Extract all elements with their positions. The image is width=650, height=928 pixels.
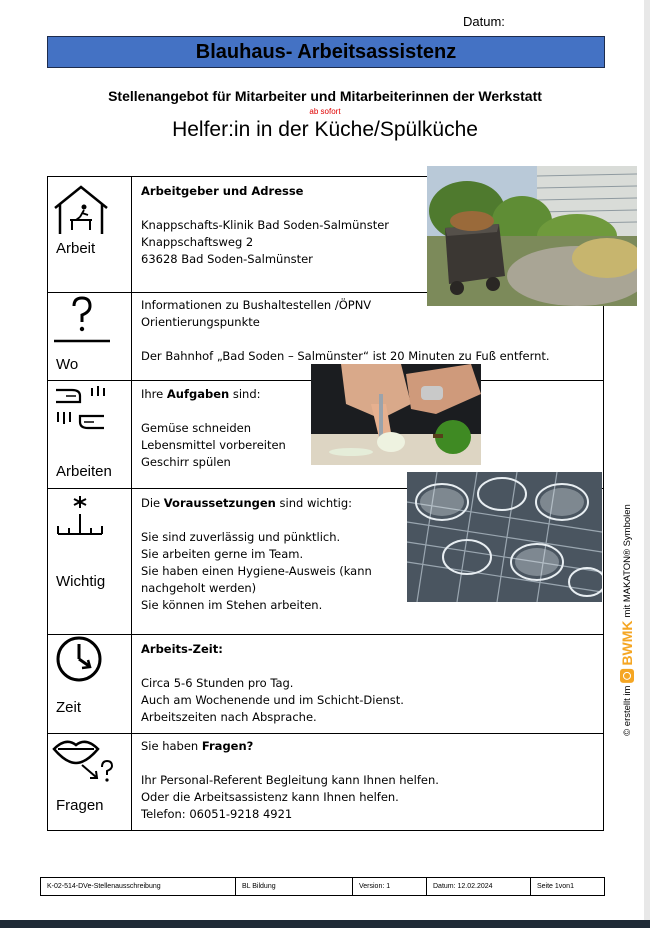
heading-prefix: Sie haben — [141, 739, 202, 753]
row-line: Arbeitszeiten nach Absprache. — [141, 710, 317, 724]
row-label-wo: Wo — [56, 356, 79, 373]
row-line: Der Bahnhof „Bad Soden – Salmünster“ ist 20 Minuten zu Fuß entfernt. — [141, 349, 550, 363]
heading-prefix: Die — [141, 496, 164, 510]
banner-title: Blauhaus- Arbeitsassistenz — [47, 36, 605, 68]
bwmk-logo-icon — [620, 669, 634, 683]
row-content-wichtig — [141, 495, 391, 614]
row-heading — [141, 495, 391, 512]
hands-work-icon — [52, 384, 108, 434]
row-heading — [141, 738, 581, 755]
credit-suffix: mit MAKATON® Symbolen — [621, 504, 633, 618]
row-label-fragen: Fragen — [56, 797, 104, 814]
row-content-arbeit — [141, 183, 431, 268]
row-label-zeit: Zeit — [56, 699, 82, 716]
job-title: Helfer:in in der Küche/Spülküche — [172, 118, 478, 141]
heading-suffix: sind: — [229, 387, 261, 401]
cutting-vegetables-photo — [311, 364, 481, 465]
row-line: Circa 5-6 Stunden pro Tag. — [141, 676, 294, 690]
row-line: Sie arbeiten gerne im Team. — [141, 547, 304, 561]
credit-prefix: © erstellt im — [621, 685, 633, 736]
row-line: Oder die Arbeitsassistenz kann Ihnen helfen. — [141, 790, 399, 804]
row-line: Informationen zu Bushaltestellen /ÖPNV — [141, 298, 372, 312]
row-line: Sie haben einen Hygiene-Ausweis (kann nachgeholt werden) — [141, 564, 372, 595]
row-label-arbeiten: Arbeiten — [56, 463, 112, 480]
row-line: Gemüse schneiden — [141, 421, 252, 435]
row-line: Lebensmittel vorbereiten — [141, 438, 286, 452]
side-credit — [612, 480, 642, 760]
heading-bold: Voraussetzungen — [163, 496, 276, 510]
footer-doc-id: K-02-514-DVe-Stellenausschreibung — [41, 878, 236, 895]
row-line: Auch am Wochenende und im Schicht-Dienst. — [141, 693, 404, 707]
footer-table — [40, 877, 605, 896]
footer-date: Datum: 12.02.2024 — [427, 878, 531, 895]
row-heading: Arbeitgeber und Adresse — [141, 184, 304, 198]
mouth-question-icon — [52, 737, 116, 785]
heading-suffix: sind wichtig: — [275, 496, 353, 510]
row-line: Sie können im Stehen arbeiten. — [141, 598, 323, 612]
heading-bold: Aufgaben — [166, 387, 230, 401]
heading-bold: Fragen? — [201, 739, 254, 753]
question-icon — [52, 296, 112, 344]
row-content-fragen — [141, 738, 581, 823]
row-content-zeit — [141, 641, 431, 726]
row-line: Knappschafts-Klinik Bad Soden-Salmünster — [141, 218, 390, 232]
dishwasher-glasses-photo — [407, 472, 602, 602]
row-label-wichtig: Wichtig — [56, 573, 106, 590]
row-label-arbeit: Arbeit — [56, 240, 96, 257]
row-heading: Arbeits-Zeit: — [141, 642, 223, 656]
row-line: Telefon: 06051-9218 4921 — [141, 807, 293, 821]
footer-page: Seite 1von1 — [537, 883, 574, 890]
table-border-left — [47, 176, 48, 831]
row-line: Ihr Personal-Referent Begleitung kann Ihnen helfen. — [141, 773, 439, 787]
page-bottom-bar — [0, 920, 650, 928]
date-label: Datum: — [463, 14, 505, 29]
subtitle: Stellenangebot für Mitarbeiter und Mitarbeiterinnen der Werkstatt — [108, 88, 542, 104]
heading-prefix: Ihre — [141, 387, 167, 401]
row-line: Sie sind zuverlässig und pünktlich. — [141, 530, 341, 544]
house-work-icon — [52, 184, 110, 236]
row-line: 63628 Bad Soden-Salmünster — [141, 252, 313, 266]
clinic-garden-photo — [427, 166, 637, 306]
availability-note: ab sofort — [309, 107, 341, 116]
row-line: Geschirr spülen — [141, 455, 231, 469]
column-divider — [131, 176, 132, 831]
important-icon — [52, 494, 108, 538]
footer-version: Version: 1 — [353, 878, 427, 895]
credit-brand: BWMK — [619, 620, 635, 666]
footer-department: BL Bildung — [236, 878, 353, 895]
clock-icon — [52, 634, 106, 684]
row-line: Knappschaftsweg 2 — [141, 235, 254, 249]
row-line: Orientierungspunkte — [141, 315, 260, 329]
row-content-wo — [141, 297, 561, 365]
